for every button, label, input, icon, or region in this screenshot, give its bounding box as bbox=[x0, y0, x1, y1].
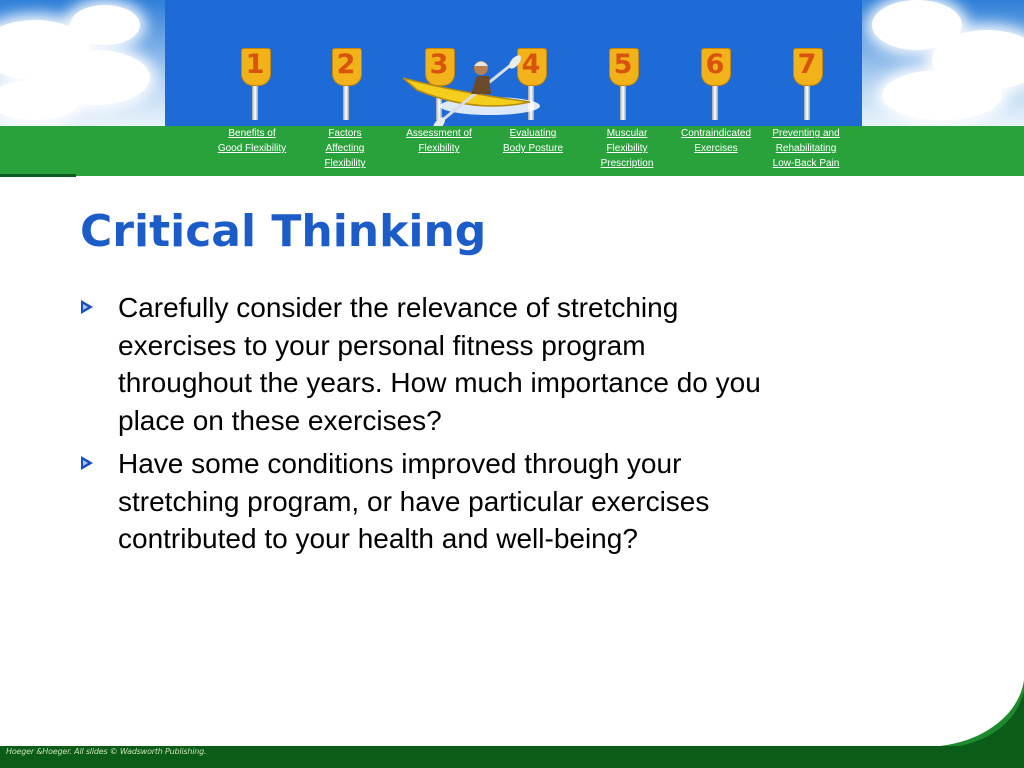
cloud-image-right bbox=[862, 0, 1024, 126]
nav-link-contraindicated[interactable]: Contraindicated Exercises bbox=[680, 128, 752, 154]
bullet-text: Have some conditions improved through your stretching program, or have particular exercises contributed to your health and well-being? bbox=[118, 448, 710, 554]
bullet-item bbox=[77, 445, 777, 558]
header-banner bbox=[0, 0, 1024, 126]
arrow-bullet-icon bbox=[81, 300, 93, 314]
arrow-bullet-icon bbox=[81, 456, 93, 470]
sign-3-icon: 3 bbox=[424, 44, 454, 120]
nav-link-assessment[interactable]: Assessment of Flexibility bbox=[406, 128, 472, 154]
corner-swoosh-icon bbox=[900, 680, 1024, 748]
kayaker-icon bbox=[395, 52, 545, 126]
sign-5-icon: 5 bbox=[608, 44, 638, 120]
nav-link-posture[interactable]: Evaluating Body Posture bbox=[502, 128, 564, 154]
sign-2-icon: 2 bbox=[331, 44, 361, 120]
cloud-image-left bbox=[0, 0, 165, 126]
nav-link-low-back[interactable]: Preventing and Rehabilitating Low-Back Pain bbox=[772, 128, 840, 169]
nav-link-benefits[interactable]: Benefits of Good Flexibility bbox=[217, 128, 287, 154]
nav-link-factors[interactable]: Factors Affecting Flexibility bbox=[324, 128, 366, 169]
copyright-text: Hoeger &Hoeger. All slides © Wadsworth Publishing. bbox=[6, 747, 207, 756]
sign-7-icon: 7 bbox=[792, 44, 822, 120]
sign-6-icon: 6 bbox=[700, 44, 730, 120]
slide-title: Critical Thinking bbox=[80, 206, 487, 257]
bullet-text: Carefully consider the relevance of stretching exercises to your personal fitness program throughout the years. How much importance do you place on these exercises? bbox=[118, 292, 761, 436]
nav-accent-bar bbox=[0, 174, 76, 177]
sign-4-icon: 4 bbox=[516, 44, 546, 120]
bullet-list bbox=[77, 289, 777, 564]
nav-bar bbox=[0, 126, 1024, 176]
nav-link-muscular[interactable]: Muscular Flexibility Prescription bbox=[600, 128, 654, 169]
bullet-item bbox=[77, 289, 777, 439]
sign-1-icon: 1 bbox=[240, 44, 270, 120]
